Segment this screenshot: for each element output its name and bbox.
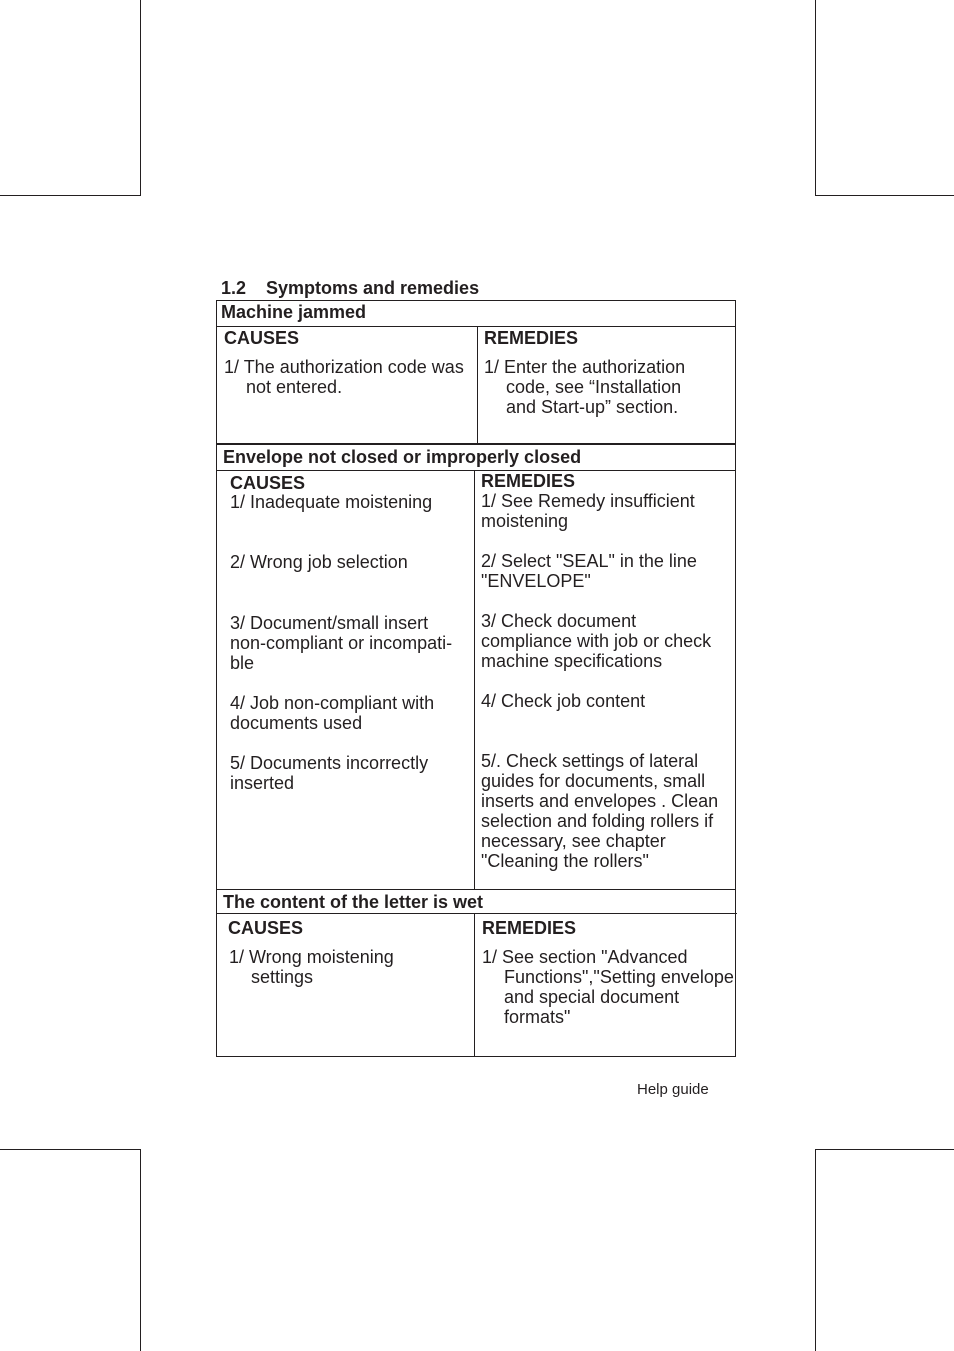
- block-divider: [217, 443, 735, 445]
- remedy-text: 1/ Enter the authorization code, see “Installation and Start-up” section.: [484, 357, 686, 417]
- block-heading: Machine jammed: [221, 302, 367, 322]
- remedy-item: 1/ See Remedy insufficient moistening: [481, 491, 695, 531]
- row-divider: [217, 326, 735, 327]
- remedy-item: 2/ Select "SEAL" in the line "ENVELOPE": [481, 551, 697, 591]
- crop-mark: [140, 1149, 141, 1351]
- footer-label: Help guide: [637, 1081, 709, 1098]
- crop-mark: [140, 0, 141, 195]
- block-heading: Envelope not closed or improperly closed: [223, 447, 582, 467]
- cause-item: 2/ Wrong job selection: [230, 552, 408, 572]
- crop-mark: [815, 0, 816, 195]
- block-heading: The content of the letter is wet: [223, 892, 484, 912]
- crop-mark: [0, 195, 141, 196]
- section-title: Symptoms and remedies: [266, 278, 480, 298]
- remedies-header: REMEDIES: [481, 471, 576, 491]
- cause-item: 1/ Inadequate moistening: [230, 492, 433, 512]
- cause-item: 3/ Document/small insert non-compliant or incompati-ble: [230, 613, 453, 673]
- column-divider: [474, 913, 475, 1056]
- causes-header: CAUSES: [224, 328, 300, 348]
- section-heading: [221, 278, 479, 299]
- crop-mark: [815, 1149, 954, 1150]
- remedy-item: 1/ See section "Advanced Functions","Setting envelope and special document formats": [482, 947, 734, 1027]
- remedies-header: REMEDIES: [482, 918, 577, 938]
- remedies-header: REMEDIES: [484, 328, 579, 348]
- section-number: 1.2: [221, 278, 247, 298]
- block-divider: [217, 889, 735, 890]
- column-divider: [474, 470, 475, 890]
- cause-item: 1/ The authorization code was not entered.: [224, 357, 464, 397]
- remedy-item: 4/ Check job content: [481, 691, 646, 711]
- remedy-item: 5/. Check settings of lateral guides for documents, small inserts and envelopes . Clean selection and folding rollers if necessary, see chapter "Cleaning the rollers": [481, 751, 719, 871]
- causes-header: CAUSES: [230, 473, 306, 493]
- cause-item: 1/ Wrong moistening settings: [229, 947, 394, 987]
- causes-header: CAUSES: [228, 918, 304, 938]
- row-divider: [217, 913, 737, 914]
- row-divider: [217, 470, 735, 471]
- crop-mark: [0, 1149, 141, 1150]
- cause-item: 4/ Job non-compliant with documents used: [230, 693, 435, 733]
- crop-mark: [815, 195, 954, 196]
- remedy-item: 3/ Check document compliance with job or check machine specifications: [481, 611, 712, 671]
- column-divider: [477, 326, 478, 443]
- remedy-item: [484, 357, 699, 417]
- crop-mark: [815, 1149, 816, 1351]
- cause-item: 5/ Documents incorrectly inserted: [230, 753, 429, 793]
